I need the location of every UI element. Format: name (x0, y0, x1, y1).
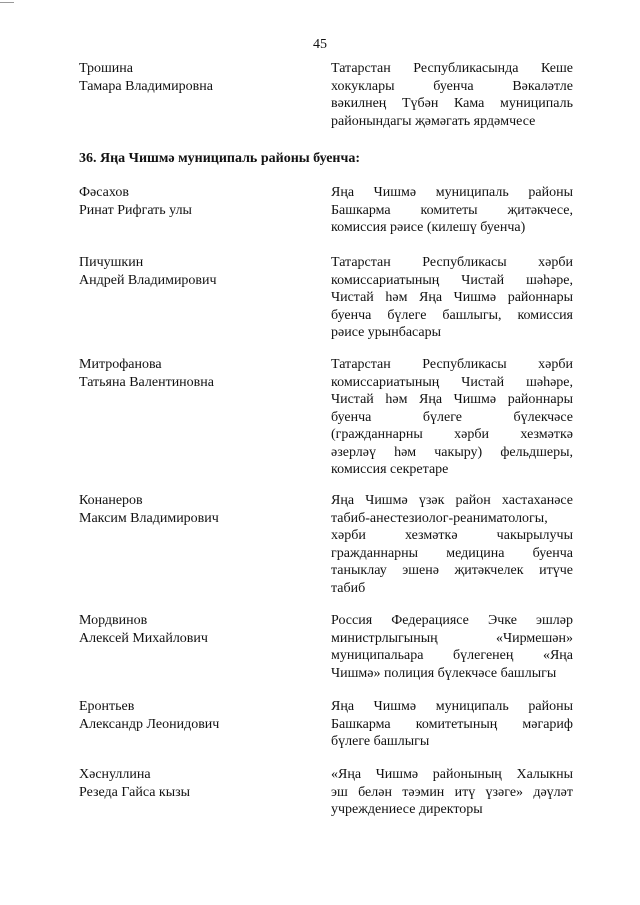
position-line: Россия Федерациясе Эчке эшләр (331, 613, 573, 628)
position-line: Яңа Чишмә муниципаль районы (331, 699, 573, 714)
member-name (79, 766, 309, 801)
position-line: хәрби хезмәткә чакырылучы (331, 528, 573, 543)
position-line: Татарстан Республикасы хәрби (331, 255, 573, 270)
member-given-names: Максим Владимирович (79, 510, 219, 526)
position-line: бүлеге башлыгы (331, 734, 430, 749)
member-surname: Еронтьев (79, 699, 135, 714)
member-given-names: Татьяна Валентиновна (79, 374, 214, 390)
section-heading: 36. Яңа Чишмә муниципаль районы буенча: (79, 151, 361, 166)
position-line: эш белән тәэмин итү үзәге» дәүләт (331, 784, 573, 800)
member-position (331, 698, 573, 751)
position-line: (гражданнарны хәрби хезмәткә (331, 427, 573, 442)
member-position (331, 184, 573, 237)
member-surname: Фәсахов (79, 185, 129, 200)
position-line: хокуклары буенча Вәкаләтле (331, 78, 573, 94)
member-name (79, 254, 309, 289)
position-line: табиб (331, 580, 366, 596)
position-line: Чистай һәм Яңа Чишмә районнары (331, 290, 573, 305)
member-given-names: Александр Леонидович (79, 716, 220, 732)
position-line: Яңа Чишмә үзәк район хастаханәсе (331, 493, 573, 508)
member-given-names: Резеда Гайса кызы (79, 784, 191, 800)
position-line: әзерләү һәм чакыру) фельдшеры, (331, 444, 573, 460)
member-position (331, 492, 573, 597)
position-line: муниципальара бүлегенең «Яңа (331, 648, 573, 663)
member-position (331, 60, 573, 130)
member-name (79, 612, 309, 647)
member-position (331, 356, 573, 479)
position-line: буенча бүлеге бүлекчәсе (331, 409, 573, 425)
member-surname: Мордвинов (79, 613, 148, 628)
position-line: комиссия секретаре (331, 462, 449, 477)
position-line: Татарстан Республикасында Кеше (331, 61, 573, 76)
position-line: комиссариатының Чистай шәһәре, (331, 374, 573, 390)
position-line: Яңа Чишмә муниципаль районы (331, 185, 573, 200)
member-name (79, 184, 309, 219)
member-position (331, 612, 573, 682)
position-line: рәисе урынбасары (331, 325, 442, 340)
member-surname: Трошина (79, 61, 133, 76)
position-line: Башкарма комитеты җитәкчесе, (331, 202, 573, 218)
position-line: табиб-анестезиолог-реаниматологы, (331, 510, 548, 526)
member-surname: Хәснуллина (79, 767, 151, 782)
member-surname: Митрофанова (79, 357, 162, 372)
position-line: «Яңа Чишмә районының Халыкны (331, 767, 573, 782)
member-position (331, 254, 573, 342)
position-line: Чистай һәм Яңа Чишмә районнары (331, 392, 573, 407)
position-line: учреждениесе директоры (331, 802, 483, 817)
position-line: буенча бүлеге башлыгы, комиссия (331, 307, 573, 323)
member-name (79, 356, 309, 391)
member-name (79, 60, 309, 95)
position-line: Татарстан Республикасы хәрби (331, 357, 573, 372)
position-line: районындагы җәмәгать ярдәмчесе (331, 113, 536, 129)
page-number: 45 (313, 37, 327, 52)
member-name (79, 698, 309, 733)
member-given-names: Ринат Рифгать улы (79, 202, 192, 218)
position-line: комиссия рәисе (килешү буенча) (331, 220, 526, 235)
member-given-names: Тамара Владимировна (79, 78, 213, 94)
member-surname: Пичушкин (79, 255, 144, 270)
member-given-names: Андрей Владимирович (79, 272, 217, 288)
member-given-names: Алексей Михайлович (79, 630, 208, 646)
member-surname: Конанеров (79, 493, 143, 508)
position-line: Башкарма комитетының мәгариф (331, 716, 573, 732)
position-line: таныклау эшенә җитәкчелек итүче (331, 563, 573, 578)
member-name (79, 492, 309, 527)
position-line: комиссариатының Чистай шәһәре, (331, 272, 573, 288)
member-position (331, 766, 573, 819)
position-line: министрлыгының «Чирмешән» (331, 630, 573, 646)
position-line: гражданнарны медицина буенча (331, 545, 573, 561)
position-line: вәкилнең Түбән Кама муниципаль (331, 96, 573, 111)
scan-corner-mark (0, 2, 14, 3)
position-line: Чишмә» полиция бүлекчәсе башлыгы (331, 665, 557, 681)
